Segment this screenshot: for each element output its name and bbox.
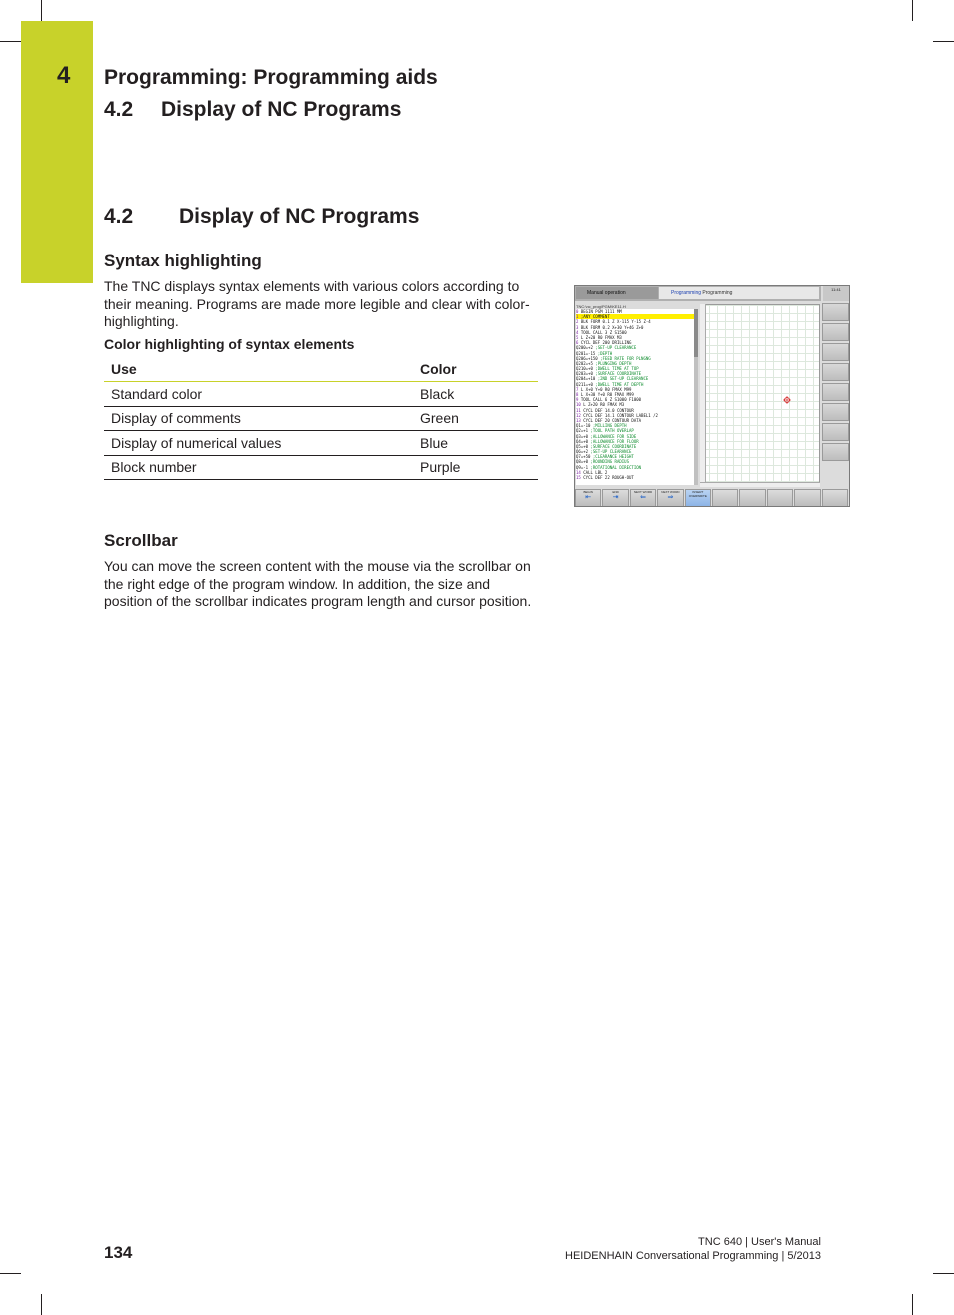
- mode-programming: [659, 287, 819, 299]
- softkey[interactable]: [630, 489, 656, 507]
- section-title: Display of NC Programs: [179, 205, 420, 228]
- softkey[interactable]: [767, 489, 793, 507]
- side-softkey[interactable]: [822, 383, 849, 401]
- syntax-heading: Syntax highlighting: [104, 251, 262, 270]
- page-number: 134: [104, 1243, 133, 1262]
- block-number: 8: [576, 392, 579, 397]
- scrollbar-thumb[interactable]: [694, 309, 698, 357]
- program-line-comment: ;SURFACE COORDINATE: [595, 371, 642, 377]
- table-cell-color: Blue: [413, 431, 538, 456]
- running-section-number: 4.2: [104, 98, 134, 121]
- program-line-comment: ;ROTATIONAL DIRECTION: [590, 464, 642, 470]
- crop-mark: [912, 1294, 913, 1315]
- crop-mark: [41, 0, 42, 21]
- softkey[interactable]: [712, 489, 738, 507]
- table-header-use: Use: [104, 357, 413, 382]
- block-number: 10: [576, 402, 581, 408]
- program-line-comment: ;ALLOWANCE FOR FLOOR: [590, 438, 639, 444]
- table-row: [104, 455, 538, 480]
- program-line-comment: ;DEPTH: [597, 350, 613, 356]
- side-softkey[interactable]: [822, 403, 849, 421]
- crop-mark: [0, 41, 21, 42]
- block-number: 12: [576, 412, 581, 418]
- table-row: [104, 431, 538, 456]
- block-number: 14: [576, 469, 581, 475]
- program-line-comment: ;SET-UP CLEARANCE: [595, 345, 637, 351]
- program-line-text: CYCL DEF 14.0 CONTOUR: [583, 407, 634, 413]
- program-line-text: BLK FORM 0.2 X+30 Y+46 Z+0: [580, 324, 644, 330]
- chapter-tab: [21, 21, 93, 283]
- crop-mark: [912, 0, 913, 21]
- program-line[interactable]: [576, 475, 694, 480]
- side-softkey[interactable]: [822, 423, 849, 441]
- program-line-text: Q206=+150: [576, 355, 598, 361]
- program-line-text: L X+0 Y+0 R0 FMAX M99: [580, 386, 632, 392]
- softkey-arrow-icon: ⇐: [640, 494, 646, 501]
- footer-info: [565, 1235, 821, 1263]
- program-line-text: Q7=+50: [576, 454, 591, 460]
- program-line-comment: ;ROUNDING RADIUS: [590, 459, 629, 465]
- softkey-arrow-icon: ⇒: [667, 494, 674, 501]
- mode-manual-operation: Manual operation: [576, 287, 658, 299]
- program-line-text: Q201=-15: [576, 350, 596, 356]
- program-line-comment: ;TOOL PATH OVERLAP: [590, 428, 634, 434]
- running-section-header: [104, 98, 401, 122]
- syntax-body: The TNC displays syntax elements with various colors according to their meaning. Programs are made more legible and clear with color-highlighting.: [104, 278, 530, 329]
- block-number: 11: [576, 407, 581, 413]
- table-header-row: [104, 357, 538, 382]
- scrollbar-heading: Scrollbar: [104, 531, 178, 550]
- graphics-ruler-vertical: [700, 304, 706, 485]
- crop-mark: [933, 41, 954, 42]
- table-row: [104, 406, 538, 431]
- softkey-label: BEGIN: [583, 490, 593, 494]
- program-line-comment: ;FEED RATE FOR PLNGNG: [600, 355, 651, 361]
- side-softkey[interactable]: [822, 343, 849, 361]
- clock: 11:41: [823, 286, 849, 301]
- crop-mark: [933, 1273, 954, 1274]
- table-cell-color: Black: [413, 382, 538, 407]
- program-line-text: Q5=+0: [576, 443, 589, 449]
- program-line-comment: ;DWELL TIME AT TOP: [595, 366, 639, 372]
- side-softkey[interactable]: [822, 363, 849, 381]
- side-softkey[interactable]: [822, 443, 849, 461]
- block-number: 3: [576, 324, 579, 330]
- table-cell-use: Block number: [104, 455, 413, 480]
- block-number: 15: [576, 475, 581, 480]
- table-cell-use: Standard color: [104, 382, 413, 407]
- block-number: 0: [576, 309, 579, 314]
- block-number: 7: [576, 386, 579, 392]
- block-number: 9: [576, 397, 579, 403]
- program-line-text: L X+30 Y+0 R0 FMAX M99: [580, 392, 634, 397]
- program-line-comment: ;CLEARANCE HEIGHT: [592, 454, 634, 460]
- table-cell-color: Purple: [413, 455, 538, 480]
- program-line-text: L Z+20 R0 FMAX M3: [580, 334, 622, 340]
- chapter-title: Programming: Programming aids: [104, 66, 438, 89]
- mode-programming-label: Programming: [671, 290, 702, 296]
- section-heading: [104, 205, 419, 229]
- crop-mark: [0, 1273, 21, 1274]
- vertical-softkey-bar: [822, 303, 849, 489]
- table-cell-use: Display of numerical values: [104, 431, 413, 456]
- program-line-text: CALL LBL 2: [583, 469, 608, 475]
- softkey-arrow-icon: ⇥: [612, 494, 619, 501]
- program-line-text: Q9=-1: [576, 464, 589, 470]
- side-softkey[interactable]: [822, 323, 849, 341]
- running-section-title: Display of NC Programs: [161, 98, 402, 121]
- program-line-comment: ;MILLING DEPTH: [592, 423, 627, 429]
- block-number: 2: [576, 319, 579, 325]
- program-line-text: BEGIN PGM 1111 MM: [580, 309, 622, 314]
- section-number: 4.2: [104, 205, 134, 228]
- program-line-comment: ;ALLOWANCE FOR SIDE: [590, 433, 637, 439]
- program-line-text: CYCL DEF 200 DRILLING: [580, 340, 632, 346]
- program-line-text: Q4=+0: [576, 438, 589, 444]
- program-line-text: CYCL DEF 14.1 CONTOUR LABEL1 /2: [583, 412, 658, 418]
- block-number: 1: [576, 314, 579, 320]
- softkey[interactable]: [602, 489, 628, 507]
- graphics-ruler-horizontal: [700, 482, 820, 487]
- table-row: [104, 382, 538, 407]
- footer-manual-subtitle: HEIDENHAIN Conversational Programming | 5/2013: [565, 1250, 821, 1262]
- program-line-text: ;ANY COMMENT: [580, 314, 610, 320]
- program-line-text: Q3=+0: [576, 433, 589, 439]
- program-window: [576, 309, 694, 485]
- footer-manual-title: TNC 640 | User's Manual: [698, 1236, 821, 1248]
- program-line-text: CYCL DEF 20 CONTOUR DATA: [583, 417, 642, 423]
- program-line-comment: ;SET-UP CLEARANCE: [590, 449, 632, 455]
- program-line-text: TOOL CALL 6 Z S1000 F1000: [580, 397, 642, 403]
- softkey-label: NEXT WORD: [661, 490, 680, 494]
- block-number: 5: [576, 334, 579, 340]
- program-line-text: Q202=+5: [576, 360, 593, 366]
- program-line-text: Q2=+1: [576, 428, 589, 434]
- program-line-comment: ;2ND SET-UP CLEARANCE: [597, 376, 649, 382]
- tnc-screenshot: [574, 285, 850, 507]
- side-softkey[interactable]: [822, 303, 849, 321]
- table-header-color: Color: [413, 357, 538, 382]
- table-cell-use: Display of comments: [104, 406, 413, 431]
- table-caption: Color highlighting of syntax elements: [104, 336, 355, 352]
- table-cell-color: Green: [413, 406, 538, 431]
- program-line-text: L Z+20 R0 FMAX M3: [583, 402, 625, 408]
- graphics-window: [700, 304, 820, 485]
- program-line-text: Q6=+2: [576, 449, 589, 455]
- mode-programming-sub: Programming: [702, 290, 733, 296]
- softkey[interactable]: [657, 489, 683, 507]
- program-line-text: CYCL DEF 22 ROUGH-OUT: [583, 475, 634, 480]
- softkey[interactable]: [739, 489, 765, 507]
- program-line-comment: ;SURFACE COORDINATE: [590, 443, 637, 449]
- program-line-text: Q203=+0: [576, 371, 593, 377]
- softkey[interactable]: [685, 489, 711, 507]
- program-line-text: Q1=-10: [576, 423, 591, 429]
- datum-crosshair-icon: [783, 396, 791, 404]
- program-line-text: Q204=+10: [576, 376, 596, 382]
- program-line-text: BLK FORM 0.1 Z X-115 Y-15 Z-4: [580, 319, 651, 325]
- chapter-number: 4: [57, 62, 71, 89]
- block-number: 6: [576, 340, 579, 346]
- softkey[interactable]: [794, 489, 820, 507]
- softkey-label: INSERT OVERWRITE: [688, 490, 707, 498]
- program-line-comment: ;PLUNGING DEPTH: [595, 360, 632, 366]
- program-line-text: Q8=+0: [576, 459, 589, 465]
- program-line-text: Q211=+0: [576, 381, 593, 387]
- program-path: TNC:\nc_prog\PGM\KE11.H: [576, 304, 626, 309]
- block-number: 4: [576, 329, 579, 335]
- softkey-label: NEXT WORD: [633, 490, 653, 494]
- program-line-text: Q200=+2: [576, 345, 593, 351]
- softkey[interactable]: [575, 489, 601, 507]
- softkey[interactable]: [822, 489, 848, 507]
- color-table: [104, 357, 538, 480]
- horizontal-softkey-bar: [575, 489, 849, 507]
- program-line-text: Q210=+0: [576, 366, 593, 372]
- block-number: 13: [576, 417, 581, 423]
- program-scrollbar[interactable]: [694, 309, 698, 485]
- softkey-arrow-icon: ⇤: [585, 494, 592, 501]
- program-line-comment: ;DWELL TIME AT DEPTH: [595, 381, 644, 387]
- crop-mark: [41, 1294, 42, 1315]
- scrollbar-body: You can move the screen content with the mouse via the scrollbar on the right edge of the program window. In addition, the size and position of the scrollbar indicates program length and cursor position.: [104, 558, 532, 609]
- softkey-label: END: [612, 490, 619, 494]
- program-line-text: TOOL CALL 3 Z S1500: [580, 329, 627, 335]
